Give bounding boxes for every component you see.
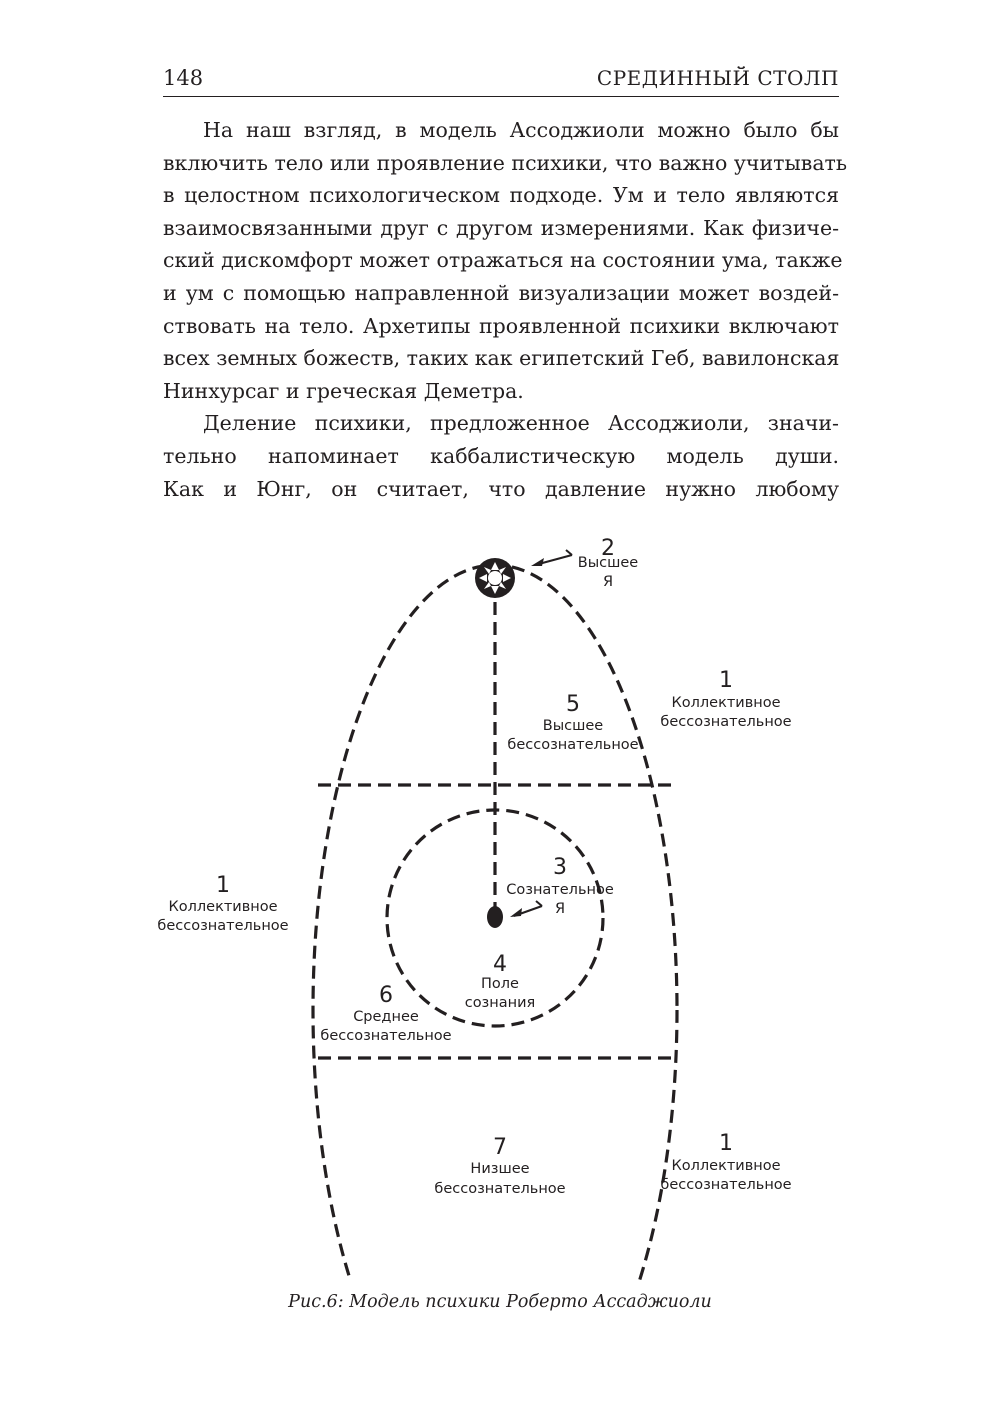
collective-label: бессознательное [157,918,289,934]
field-of-consciousness-number: 4 [493,952,507,977]
higher-self-number: 2 [601,536,615,561]
collective-number: 1 [719,668,733,693]
lower-unconscious-number: 7 [493,1135,507,1160]
running-header [163,62,839,97]
collective-label: Коллективное [671,695,781,711]
conscious-self-arrow-icon [510,901,542,917]
collective-label: бессознательное [660,1177,792,1193]
conscious-self-dot-icon [487,906,503,928]
text-line: ствовать на тело. Архетипы проявленной психики включают [163,313,839,338]
higher-self-label: Высшее [577,555,639,571]
conscious-self-label: Я [554,901,566,917]
text-line: и ум с помощью направленной визуализации может воздей- [163,280,839,305]
psyche-model-figure [150,520,850,1280]
conscious-self-label: Сознательное [506,882,614,898]
field-of-consciousness-label: сознания [464,995,536,1011]
higher-self-arrow-icon [531,550,572,566]
text-line: в целостном психологическом подходе. Ум и тело являются [163,183,839,208]
text-line: ский дискомфорт может отражаться на состоянии ума, также [163,248,843,273]
middle-unconscious-label: Среднее [353,1009,419,1025]
collective-number: 1 [719,1131,733,1156]
paragraph-1 [163,114,848,407]
text-line: тельно напоминает каббалистическую модель души. [163,443,839,468]
collective-label: Коллективное [671,1158,781,1174]
lower-unconscious-label: Низшее [470,1161,530,1177]
higher-unconscious-label: Высшее [542,718,604,734]
running-title: СРЕДИННЫЙ СТОЛП [596,66,839,90]
higher-unconscious-number: 5 [566,692,580,717]
lower-unconscious-label: бессознательное [434,1181,566,1197]
text-line: Нинхурсаг и греческая Деметра. [163,378,524,403]
text-line: На наш взгляд, в модель Ассоджиоли можно было бы [203,118,839,142]
middle-unconscious-number: 6 [379,983,393,1008]
higher-self-label: Я [602,574,614,590]
body-text [163,114,848,505]
higher-unconscious-label: бессознательное [507,737,639,753]
collective-label: бессознательное [660,714,792,730]
middle-unconscious-label: бессознательное [320,1028,452,1044]
paragraph-2 [163,407,839,505]
collective-label: Коллективное [168,899,278,915]
text-line: всех земных божеств, таких как египетский Геб, вавилонская [163,346,840,371]
text-line: взаимосвязанными друг с другом измерениями. Как физиче- [163,215,839,240]
text-line: Как и Юнг, он считает, что давление нужно любому [163,476,839,501]
collective-number: 1 [216,873,230,898]
page-number: 148 [163,66,204,90]
field-of-consciousness-label: Поле [481,976,519,992]
conscious-self-number: 3 [553,855,567,880]
text-line: Деление психики, предложенное Ассоджиоли, значи- [203,411,839,436]
higher-self-star-icon [475,558,515,598]
figure-caption: Рис.6: Модель психики Роберто Ассаджиоли [288,1292,712,1312]
text-line: включить тело или проявление психики, что важно учитывать [163,150,848,175]
